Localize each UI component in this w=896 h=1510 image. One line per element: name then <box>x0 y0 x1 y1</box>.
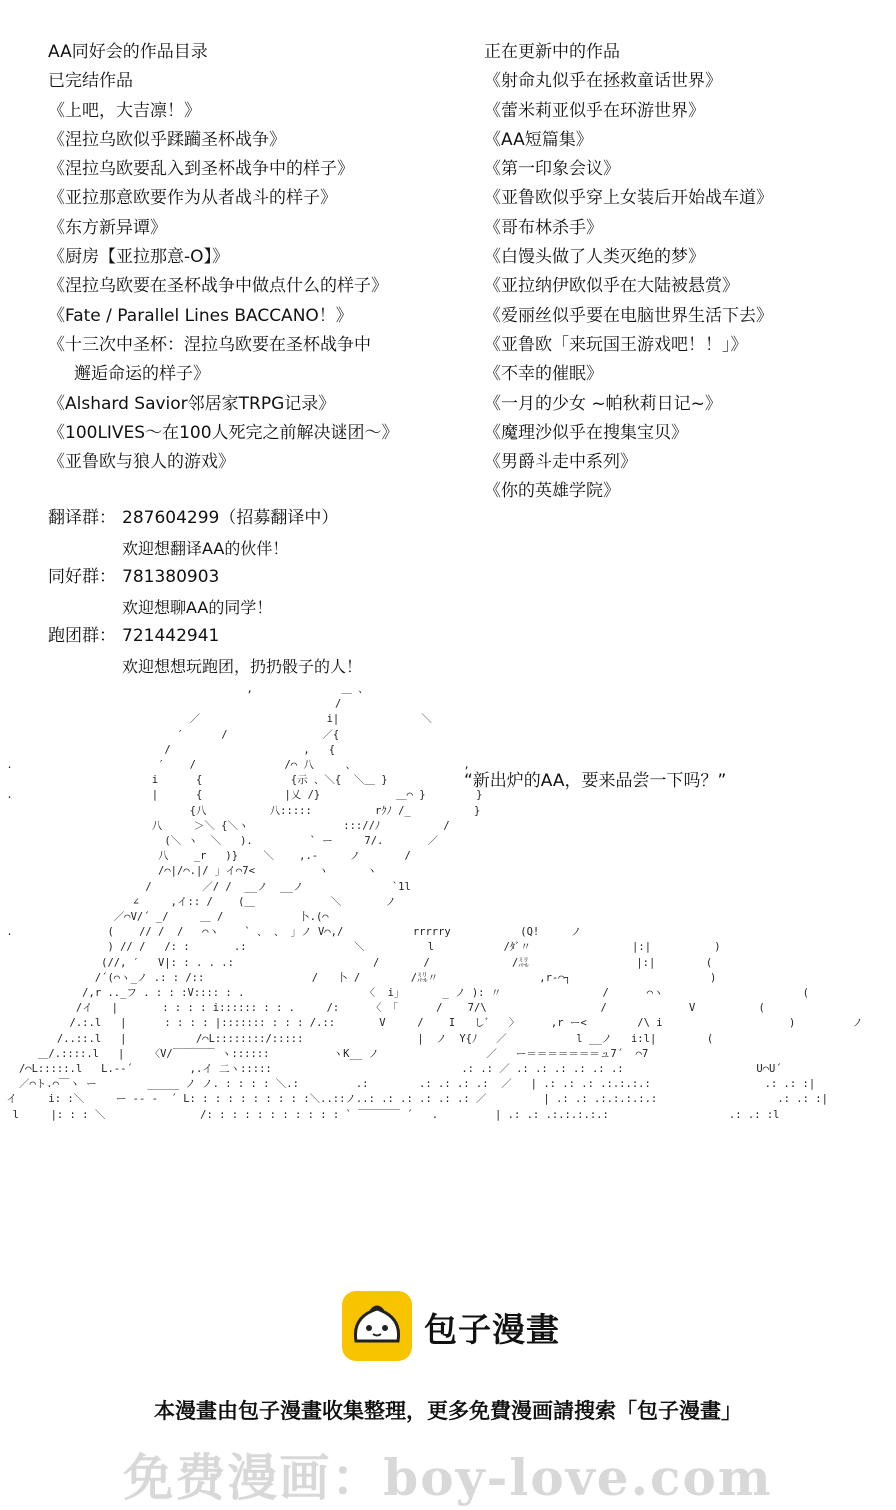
group-number: 781380903 <box>122 567 220 587</box>
work-item-continued: 邂逅命运的样子》 <box>74 364 210 385</box>
work-item: 《亚拉纳伊欧似乎在大陆被悬赏》 <box>484 276 739 297</box>
group-note: 欢迎想聊AA的同学！ <box>122 597 273 617</box>
work-item: 《上吧，大吉凛！》 <box>48 100 201 121</box>
group-note: 欢迎想翻译AA的伙伴！ <box>122 538 289 558</box>
work-item: 《射命丸似乎在拯救童话世界》 <box>484 71 722 92</box>
group-label: 翻译群： <box>48 508 116 528</box>
baozi-logo-icon <box>342 1291 412 1361</box>
fan-group <box>48 563 362 593</box>
finished-works-column <box>48 38 468 477</box>
catalog-title: AA同好会的作品目录 <box>48 42 208 62</box>
work-item: 《100LIVES～在100人死完之前解决谜团～》 <box>48 422 399 443</box>
work-item: 《蕾米莉亚似乎在环游世界》 <box>484 100 705 121</box>
work-item: 《亚鲁欧与狼人的游戏》 <box>48 452 235 473</box>
work-item: 《爱丽丝似乎要在电脑世界生活下去》 <box>484 305 773 326</box>
translation-group <box>48 504 362 534</box>
finished-heading: 已完结作品 <box>48 71 133 92</box>
work-item: 《亚拉那意欧要作为从者战斗的样子》 <box>48 188 337 209</box>
work-item: 《Alshard Savior邻居家TRPG记录》 <box>48 393 336 414</box>
source-notice: 本漫畫由包子漫畫收集整理，更多免費漫画請搜索「包子漫畫」 <box>154 1399 742 1423</box>
work-item: 《魔理沙似乎在搜集宝贝》 <box>484 422 688 443</box>
work-item: 《十三次中圣杯：涅拉乌欧要在圣杯战争中 <box>48 334 371 355</box>
ongoing-heading: 正在更新中的作品 <box>484 42 620 62</box>
work-item: 《东方新异谭》 <box>48 217 167 238</box>
work-item: 《白馒头做了人类灭绝的梦》 <box>484 247 705 268</box>
work-item: 《不幸的催眠》 <box>484 364 603 385</box>
speech-bubble-text: “新出炉的AA，要来品尝一下吗？” <box>464 771 727 791</box>
group-info <box>48 504 362 681</box>
group-label: 跑团群： <box>48 626 116 646</box>
group-number: 721442941 <box>122 626 220 646</box>
work-item: 《男爵斗走中系列》 <box>484 452 637 473</box>
group-number: 287604299（招募翻译中） <box>122 508 339 528</box>
work-item: 《亚鲁欧似乎穿上女装后开始战车道》 <box>484 188 773 209</box>
ascii-art-illustration: , ＿ 、 / ／ i| ＼ ′ / ／{ / , { . ′ / /⌒ 八 、 , i { {示 、＼{ ＼＿ } . | { |乂 /} ＿⌒ } } {八 八::::: rｸﾉ /_ } 八 ＞＼ {＼ヽ ::://ﾉ / (＼ ヽ ＼ ). ` ー 7/. ／ 八 _r )} ＼ ,.- ノ / /⌒|/⌒.|/ 」イ⌒7< ヽ ヽ / ／/ / __ノ __ノ `1l ∠ ,イ:: / (＿ ＼ ノ ／⌒V/´ _/ ＿ / 卜.(⌒ . ( // / / ⌒ヽ ` 、 、 」ノ V⌒,/ rrrrry (Q! ノ ) // / /: : .: ＼ l /ﾀﾞ〃 |:| ) (//, ′ V|: : . . .: / / /㍊ |:| ( /´(⌒ヽ_ノ .: : /:: / 卜 / /㍊〃 ,r‐⌒┐ ) /,r .._フ . : : :V:::: : . 〈 i」 _ ノ ): 〃 / ⌒ヽ ( /イ | : : : : i:::::: : : . /: 〈 「 / 7/\ / V ( /.:.l | : : : : |::::::: : : : /.:: V / I しﾞ 〉 ,r ー< /\ i ) ノ /..::.l | /⌒L::::::::/::::: | ノ Y{ﾉ ／ l __ノ i:l| ( ＿/.::::.l | 〈V/￣￣￣￣ ヽ:::::: ヽK__ ノ ／ ー＝＝＝＝＝＝＝ュ7´ ⌒7 /⌒L:::::.l L.-‐´ ,.イ 二ヽ::::: .: .: ／ .: .: .: .: .: .: U⌒U´ ／⌒ト.⌒￣ヽ ー _____ ノ ノ. : : : : ＼.: .: .: .: .: .: ／ | .: .: .: .:.:.:.: .: .: :| イ i: :＼ ー ‐‐ ‐ ´ L: : : : : : : : : :＼..::ノ..: .: .: .: .: .: ／ | .: .: .:.:.:.:.: .: .: :| l |: : : ＼ /: : : : : : : : : : : ` ￣￣￣￣ ´ . | .: .: .:.:.:.:.: .: .: :l <box>6 683 863 1121</box>
work-item: 《哥布林杀手》 <box>484 217 603 238</box>
work-item: 《亚鲁欧「来玩国王游戏吧！！」》 <box>484 334 748 355</box>
trpg-group <box>48 622 362 652</box>
work-item: 《涅拉乌欧似乎蹂躏圣杯战争》 <box>48 129 286 150</box>
group-label: 同好群： <box>48 567 116 587</box>
site-watermark: 免费漫画：boy-love.com <box>123 1448 773 1507</box>
work-item: 《厨房【亚拉那意-O】》 <box>48 247 230 268</box>
work-item: 《AA短篇集》 <box>484 129 593 150</box>
work-item: 《涅拉乌欧要在圣杯战争中做点什么的样子》 <box>48 276 388 297</box>
work-item: 《涅拉乌欧要乱入到圣杯战争中的样子》 <box>48 159 354 180</box>
work-item: 《Fate / Parallel Lines BACCANO！》 <box>48 305 353 326</box>
work-item: 《第一印象会议》 <box>484 159 620 180</box>
brand-name: 包子漫畫 <box>424 1310 560 1349</box>
ongoing-works-column <box>484 38 884 507</box>
group-note: 欢迎想想玩跑团，扔扔骰子的人！ <box>122 656 363 676</box>
work-item: 《一月的少女 ~帕秋莉日记~》 <box>484 393 722 414</box>
work-item: 《你的英雄学院》 <box>484 481 620 502</box>
